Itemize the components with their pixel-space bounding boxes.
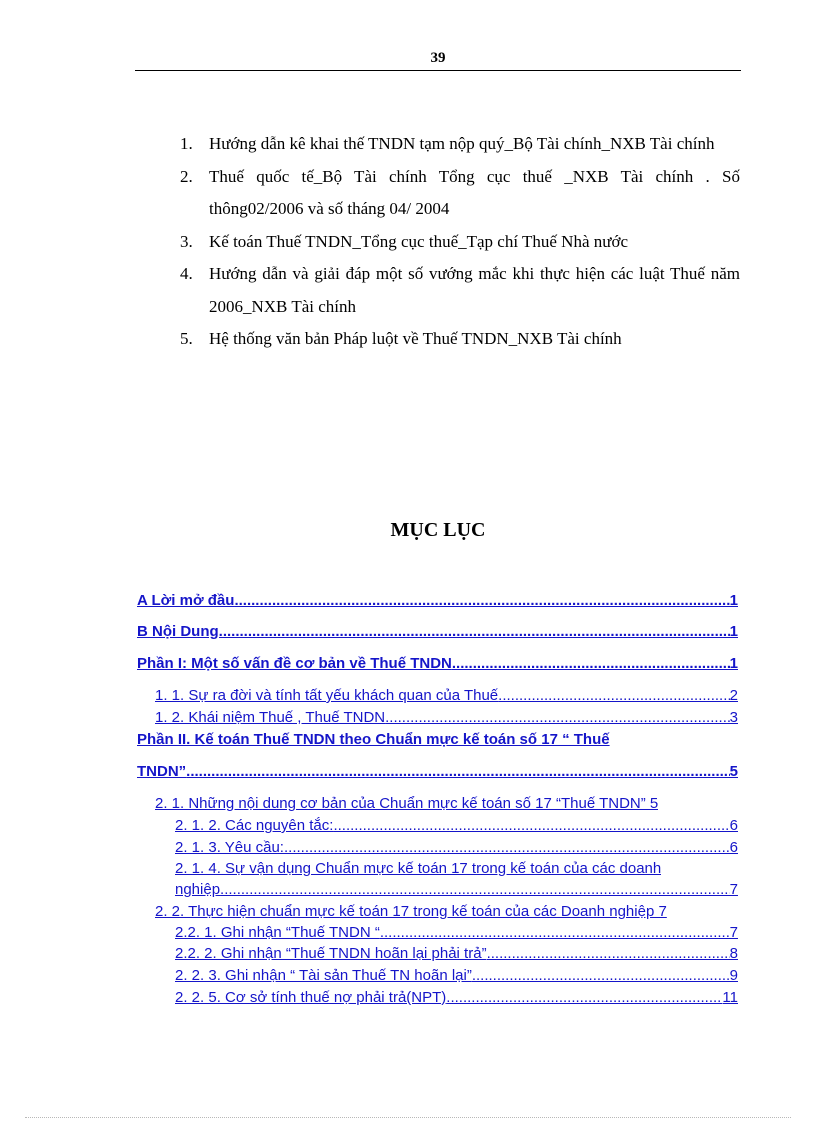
- toc-entry-1-2[interactable]: 1. 2. Khái niệm Thuế , Thuế TNDN ..... 3: [155, 709, 738, 726]
- toc-entry-2-2-1[interactable]: 2.2. 1. Ghi nhận “Thuế TNDN “ ..... 7: [175, 924, 738, 941]
- toc-entry-2-2-3[interactable]: 2. 2. 3. Ghi nhận “ Tài sản Thuế TN hoãn lại” ..... 9: [175, 967, 738, 984]
- reference-list: [180, 128, 740, 356]
- toc-entry-2-2-2[interactable]: 2.2. 2. Ghi nhận “Thuế TNDN hoãn lại phải trả” ..... 8: [175, 945, 738, 962]
- reference-text: Thuế quốc tế_Bộ Tài chính Tổng cục thuế _NXB Tài chính . Số thông02/2006 và số tháng 04/ 2004: [209, 166, 740, 218]
- toc-title: MỤC LỤC: [390, 519, 486, 541]
- reference-number: 2.: [180, 166, 193, 186]
- reference-item: [180, 258, 740, 323]
- toc-entry-2-2-5[interactable]: 2. 2. 5. Cơ sở tính thuế nợ phải trả(NPT) ..... 11: [175, 989, 738, 1006]
- reference-item: [180, 161, 740, 226]
- reference-item: [180, 128, 740, 161]
- toc-entry-phan-1[interactable]: Phần I: Một số vấn đề cơ bản về Thuế TNDN ..... 1: [137, 655, 738, 672]
- toc-entry-1-1[interactable]: 1. 1. Sự ra đời và tính tất yếu khách quan của Thuế ..... 2: [155, 687, 738, 704]
- toc-entry-noi-dung[interactable]: B Nội Dung ..... 1: [137, 623, 738, 640]
- reference-item: [180, 323, 740, 356]
- reference-number: 3.: [180, 231, 193, 251]
- reference-text: Hướng dẫn và giải đáp một số vướng mắc khi thực hiện các luật Thuế năm 2006_NXB Tài chính: [209, 264, 740, 316]
- reference-text: Hệ thống văn bản Pháp luột về Thuế TNDN_NXB Tài chính: [209, 329, 622, 348]
- reference-item: [180, 226, 740, 259]
- toc-entry-2-1[interactable]: 2. 1. Những nội dung cơ bản của Chuẩn mực kế toán số 17 “Thuế TNDN” 5: [155, 795, 659, 812]
- reference-number: 4.: [180, 264, 193, 283]
- toc-entry-loi-mo-dau[interactable]: A Lời mở đầu ..... 1: [137, 592, 738, 609]
- toc-entry-2-1-3[interactable]: 2. 1. 3. Yêu cầu: ..... 6: [175, 839, 738, 856]
- reference-number: 5.: [180, 329, 193, 348]
- reference-text: Hướng dẫn kê khai thế TNDN tạm nộp quý_Bộ Tài chính_NXB Tài chính: [209, 134, 715, 153]
- toc-entry-phan-2-cont[interactable]: TNDN” ..... 5: [137, 763, 738, 780]
- page-number-header: 39: [135, 50, 741, 71]
- reference-number: 1.: [180, 134, 193, 153]
- toc-entry-2-1-2[interactable]: 2. 1. 2. Các nguyên tắc: ..... 6: [175, 817, 738, 834]
- toc-entry-2-1-4[interactable]: 2. 1. 4. Sự vận dụng Chuẩn mực kế toán 17 trong kế toán của các doanh: [175, 860, 662, 877]
- toc-entry-2-1-4-cont[interactable]: nghiệp ..... 7: [175, 881, 738, 898]
- toc-entry-2-2[interactable]: 2. 2. Thực hiện chuẩn mực kế toán 17 trong kế toán của các Doanh nghiệp 7: [155, 903, 667, 920]
- toc-entry-phan-2[interactable]: Phần II. Kế toán Thuế TNDN theo Chuẩn mực kế toán số 17 “ Thuế: [137, 731, 610, 748]
- page-bottom-divider: [25, 1117, 791, 1118]
- reference-text: Kế toán Thuế TNDN_Tổng cục thuế_Tạp chí Thuế Nhà nước: [209, 231, 629, 251]
